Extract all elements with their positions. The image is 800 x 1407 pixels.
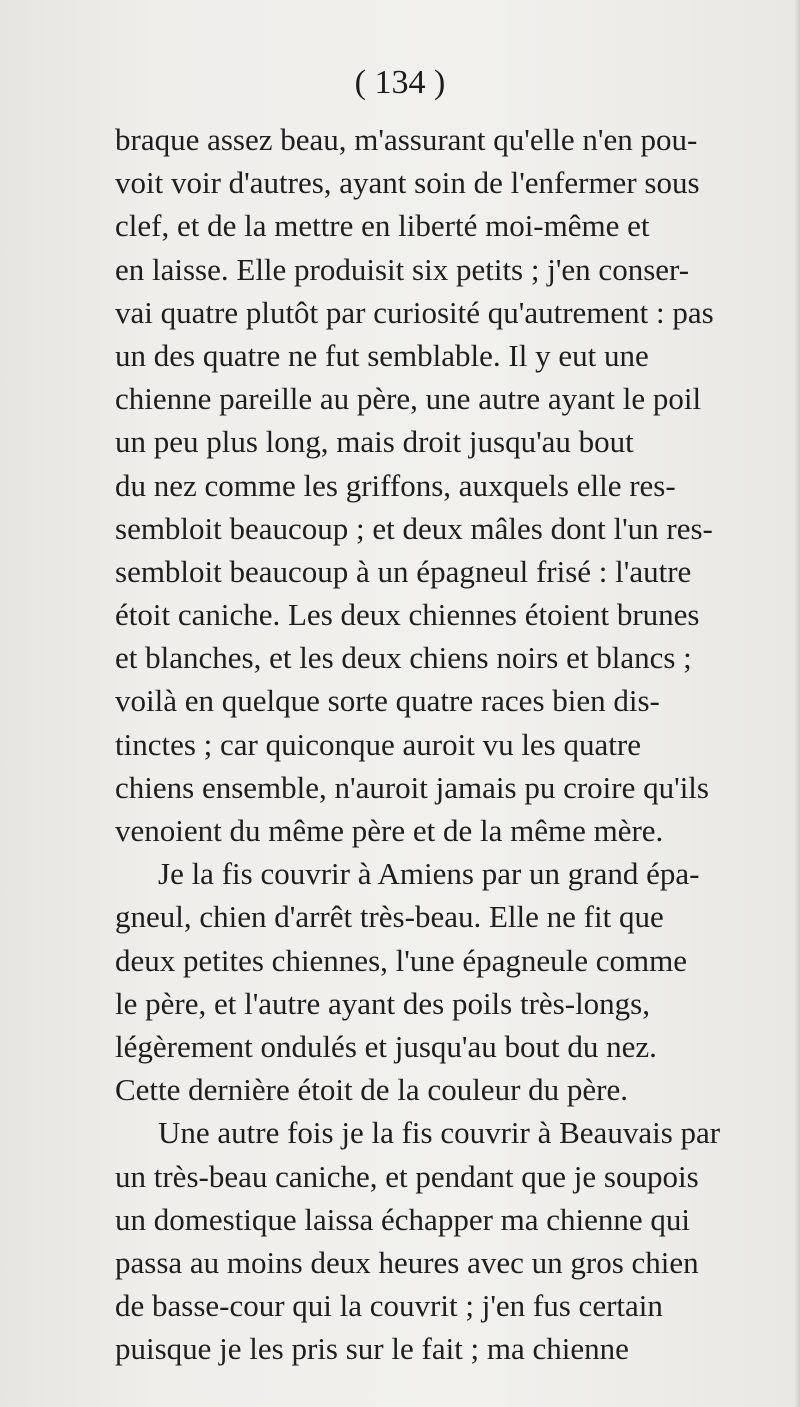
text-line: chiens ensemble, n'auroit jamais pu croire qu'ils	[115, 769, 709, 805]
text-line: un des quatre ne fut semblable. Il y eut une	[115, 337, 649, 373]
text-line: le père, et l'autre ayant des poils très-longs,	[115, 985, 650, 1021]
text-line: tinctes ; car quiconque auroit vu les quatre	[115, 726, 641, 762]
text-line: Cette dernière étoit de la couleur du père.	[115, 1072, 628, 1108]
text-line: puisque je les pris sur le fait ; ma chienne	[115, 1331, 629, 1367]
paragraph-start-line: Une autre fois je la fis couvrir à Beauvais par	[158, 1115, 721, 1151]
text-line: voilà en quelque sorte quatre races bien dis-	[115, 683, 660, 719]
text-line: du nez comme les griffons, auxquels elle res-	[115, 467, 676, 503]
text-line: gneul, chien d'arrêt très-beau. Elle ne fit que	[115, 899, 664, 935]
text-line: un peu plus long, mais droit jusqu'au bout	[115, 424, 634, 460]
text-line: passa au moins deux heures avec un gros chien	[115, 1244, 699, 1280]
text-line: étoit caniche. Les deux chiennes étoient brunes	[115, 597, 700, 633]
text-line: venoient du même père et de la même mère.	[115, 813, 664, 848]
body-text	[115, 118, 800, 1370]
text-line: de basse-cour qui la couvrit ; j'en fus certain	[115, 1288, 663, 1324]
text-line: clef, et de la mettre en liberté moi-même et	[115, 208, 650, 244]
text-line: voit voir d'autres, ayant soin de l'enfermer sous	[115, 165, 700, 201]
text-line: sembloit beaucoup ; et deux mâles dont l'un res-	[115, 510, 713, 546]
text-line: braque assez beau, m'assurant qu'elle n'en pou-	[115, 122, 698, 157]
text-line: légèrement ondulés et jusqu'au bout du nez.	[115, 1028, 657, 1064]
text-line: en laisse. Elle produisit six petits ; j'en conser-	[115, 251, 690, 287]
text-line: deux petites chiennes, l'une épagneule comme	[115, 942, 687, 978]
text-line: un domestique laissa échapper ma chienne qui	[115, 1201, 691, 1237]
page-number: ( 134 )	[354, 64, 446, 101]
text-line: un très-beau caniche, et pendant que je soupois	[115, 1158, 699, 1194]
text-line: et blanches, et les deux chiens noirs et blancs ;	[115, 640, 692, 676]
paragraph-start-line: Je la fis couvrir à Amiens par un grand épa-	[158, 856, 700, 892]
text-line: chienne pareille au père, une autre ayant le poil	[115, 381, 702, 417]
page-edge-shadow	[794, 0, 800, 1407]
text-line: sembloit beaucoup à un épagneul frisé : l'autre	[115, 553, 692, 589]
text-line: vai quatre plutôt par curiosité qu'autrement : pas	[115, 294, 714, 330]
